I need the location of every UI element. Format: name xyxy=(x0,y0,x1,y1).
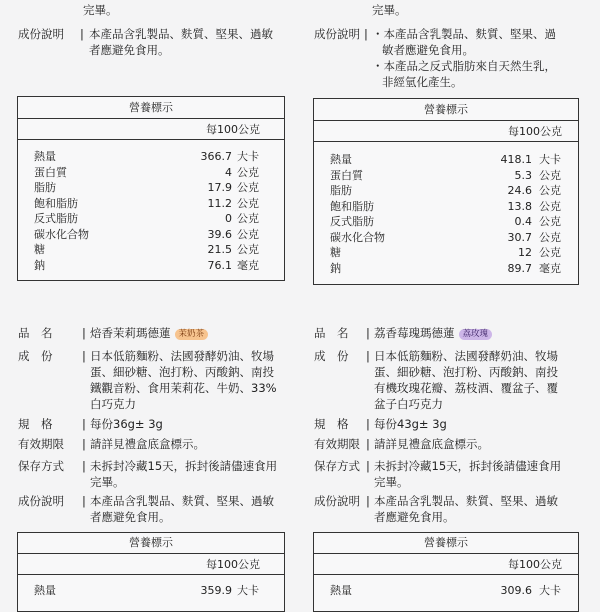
storage-line: 未拆封冷藏15天，拆封後請儘速食用 xyxy=(90,459,278,473)
nutrition-row xyxy=(314,214,578,229)
note-line: 本產品含乳製品、麩質、堅果、過敏 xyxy=(90,494,274,508)
ingredients-line: 白巧克力 xyxy=(90,397,136,411)
product-name: 焙香茉莉瑪德蓮 茉奶茶 xyxy=(90,325,208,341)
nutrient-unit: 公克 xyxy=(539,184,561,197)
storage-row xyxy=(18,458,298,492)
nutrient-name: 熱量 xyxy=(34,584,56,597)
nutrient-value: 89.7 xyxy=(507,261,532,275)
expiry-value: 請詳見禮盒底盒標示。 xyxy=(374,437,489,451)
nutrient-unit: 大卡 xyxy=(237,150,259,163)
nutrition-row xyxy=(314,583,578,598)
nutrition-row xyxy=(18,196,284,211)
divider: | xyxy=(82,459,86,473)
ingredients-line: 蛋、細砂糖、泡打粉、丙酸鈉、南投 xyxy=(90,365,274,379)
ingredients-label: 成 份 xyxy=(18,349,53,363)
expiry-value: 請詳見禮盒底盒標示。 xyxy=(90,437,205,451)
name-label: 品 名 xyxy=(314,326,349,340)
nutrient-unit: 公克 xyxy=(237,212,259,225)
nutrient-value: 17.9 xyxy=(207,181,232,194)
product-name: 荔香莓瑰瑪德蓮 荔玫瑰 xyxy=(374,325,492,341)
nutrition-row xyxy=(18,165,284,180)
note-label: 成份說明 xyxy=(18,494,64,508)
nutrient-value: 21.5 xyxy=(207,243,232,256)
ingredients-row xyxy=(314,348,600,414)
divider: | xyxy=(82,349,86,363)
ingredients-line: 蛋、細砂糖、泡打粉、丙酸鈉、南投 xyxy=(374,365,558,379)
nutrient-value: 418.1 xyxy=(500,153,532,166)
nutrient-name: 碳水化合物 xyxy=(330,230,385,244)
note-label: 成份說明 xyxy=(314,494,360,508)
nutrient-name: 飽和脂肪 xyxy=(34,196,78,210)
nutrient-unit: 毫克 xyxy=(539,261,561,275)
ingredients-line: 日本低筋麵粉、法國發酵奶油、牧場 xyxy=(90,349,274,363)
nutrient-value: 0.4 xyxy=(514,215,532,228)
ingredients-label: 成 份 xyxy=(314,349,349,363)
divider: | xyxy=(366,459,370,473)
nutrition-title: 營養標示 xyxy=(314,99,578,121)
product-name-row xyxy=(18,325,298,341)
nutrient-value: 4 xyxy=(225,165,232,179)
nutrition-row xyxy=(18,227,284,242)
divider: | xyxy=(82,326,86,340)
divider: | xyxy=(366,349,370,363)
ingredients-line: 日本低筋麵粉、法國發酵奶油、牧場 xyxy=(374,349,558,363)
nutrition-row xyxy=(18,583,284,598)
expiry-label: 有效期限 xyxy=(18,437,64,451)
nutrition-row xyxy=(314,230,578,245)
nutrition-row xyxy=(314,261,578,276)
spec-value: 每份36g± 3g xyxy=(90,417,163,431)
note-line: 本產品含乳製品、麩質、堅果、過敏 xyxy=(374,494,558,508)
nutrition-row xyxy=(314,199,578,214)
divider: | xyxy=(366,417,370,431)
expiry-row xyxy=(18,436,298,452)
nutrient-value: 0 xyxy=(225,212,232,225)
nutrition-row xyxy=(314,245,578,260)
note-line: 者應避免食用。 xyxy=(89,43,170,57)
nutrition-per: 每100公克 xyxy=(18,554,284,575)
storage-row xyxy=(314,458,600,492)
divider: | xyxy=(82,417,86,431)
nutrient-value: 30.7 xyxy=(507,230,532,244)
storage-line: 完畢。 xyxy=(90,475,125,489)
nutrition-table xyxy=(17,96,285,281)
note-line: 者應避免食用。 xyxy=(374,510,455,524)
divider: | xyxy=(80,27,84,41)
nutrient-name: 反式脂肪 xyxy=(34,212,78,225)
ingredients-row xyxy=(18,348,298,414)
note-line: ・本產品之反式脂肪來自天然生乳， xyxy=(372,59,556,73)
nutrient-value: 366.7 xyxy=(200,150,232,163)
nutrient-value: 76.1 xyxy=(207,258,232,272)
spec-value: 每份43g± 3g xyxy=(374,417,447,431)
nutrient-value: 359.9 xyxy=(200,584,232,597)
nutrient-name: 糖 xyxy=(330,246,341,259)
note-line: ・本產品含乳製品、麩質、堅果、過 xyxy=(372,27,556,41)
nutrient-unit: 公克 xyxy=(539,246,561,259)
nutrient-name: 反式脂肪 xyxy=(330,215,374,228)
nutrient-value: 39.6 xyxy=(207,227,232,241)
nutrient-name: 飽和脂肪 xyxy=(330,199,374,213)
nutrient-unit: 公克 xyxy=(539,215,561,228)
ingredients-line: 盆子白巧克力 xyxy=(374,397,443,411)
nutrition-table xyxy=(313,98,579,285)
nutrient-unit: 公克 xyxy=(237,243,259,256)
storage-label: 保存方式 xyxy=(18,459,64,473)
nutrition-row xyxy=(18,211,284,226)
nutrition-row xyxy=(18,258,284,273)
nutrition-row xyxy=(18,149,284,164)
note-line: 本產品含乳製品、麩質、堅果、過敏 xyxy=(89,27,273,41)
spec-label: 規 格 xyxy=(314,417,349,431)
note-line: 者應避免食用。 xyxy=(90,510,171,524)
top-left-note-row xyxy=(18,26,288,60)
nutrition-title: 營養標示 xyxy=(18,97,284,119)
flavor-badge: 荔玫瑰 xyxy=(459,329,493,340)
nutrient-unit: 公克 xyxy=(237,181,259,194)
nutrient-name: 鈉 xyxy=(330,261,341,275)
nutrient-value: 11.2 xyxy=(207,196,232,210)
nutrient-name: 脂肪 xyxy=(330,184,352,197)
nutrient-name: 糖 xyxy=(34,243,45,256)
top-left-storage-cont: 完畢。 xyxy=(83,3,118,17)
spec-label: 規 格 xyxy=(18,417,53,431)
nutrition-row xyxy=(314,168,578,183)
divider: | xyxy=(364,27,368,41)
nutrient-name: 蛋白質 xyxy=(34,165,67,179)
nutrition-per: 每100公克 xyxy=(18,119,284,140)
divider: | xyxy=(366,437,370,451)
nutrition-table xyxy=(313,532,579,612)
note-line: 非經氫化產生。 xyxy=(382,75,463,89)
divider: | xyxy=(366,326,370,340)
nutrient-name: 熱量 xyxy=(34,150,56,163)
nutrition-per: 每100公克 xyxy=(314,121,578,142)
nutrient-value: 13.8 xyxy=(507,199,532,213)
note-line: 敏者應避免食用。 xyxy=(382,43,474,57)
expiry-label: 有效期限 xyxy=(314,437,360,451)
ingredients-line: 有機玫瑰花瓣、荔枝酒、覆盆子、覆 xyxy=(374,381,558,395)
nutrition-row xyxy=(314,183,578,198)
divider: | xyxy=(366,494,370,508)
nutrient-unit: 公克 xyxy=(237,227,259,241)
nutrition-per: 每100公克 xyxy=(314,554,578,575)
note-row xyxy=(314,493,600,527)
divider: | xyxy=(82,494,86,508)
nutrient-name: 脂肪 xyxy=(34,181,56,194)
nutrient-unit: 大卡 xyxy=(237,584,259,597)
spec-row xyxy=(314,416,594,432)
nutrient-value: 12 xyxy=(518,246,532,259)
nutrition-row xyxy=(18,242,284,257)
note-row xyxy=(18,493,298,527)
nutrition-title: 營養標示 xyxy=(18,533,284,554)
storage-label: 保存方式 xyxy=(314,459,360,473)
expiry-row xyxy=(314,436,594,452)
storage-line: 完畢。 xyxy=(374,475,409,489)
nutrient-name: 蛋白質 xyxy=(330,168,363,182)
nutrient-name: 熱量 xyxy=(330,584,352,597)
nutrient-unit: 公克 xyxy=(539,168,561,182)
nutrition-table xyxy=(17,532,285,612)
nutrition-row xyxy=(18,180,284,195)
nutrient-name: 熱量 xyxy=(330,153,352,166)
top-right-storage-cont: 完畢。 xyxy=(372,3,407,17)
nutrition-row xyxy=(314,152,578,167)
nutrient-unit: 公克 xyxy=(237,196,259,210)
ingredients-line: 鐵觀音粉、食用茉莉花、牛奶、33% xyxy=(90,381,277,395)
product-name-row xyxy=(314,325,594,341)
name-label: 品 名 xyxy=(18,326,53,340)
flavor-badge: 茉奶茶 xyxy=(175,329,209,340)
nutrient-unit: 毫克 xyxy=(237,258,259,272)
nutrient-value: 5.3 xyxy=(514,168,532,182)
nutrition-title: 營養標示 xyxy=(314,533,578,554)
note-label: 成份說明 xyxy=(18,27,64,41)
spec-row xyxy=(18,416,298,432)
nutrient-unit: 公克 xyxy=(539,199,561,213)
nutrient-unit: 大卡 xyxy=(539,153,561,166)
nutrient-unit: 大卡 xyxy=(539,584,561,597)
nutrient-name: 鈉 xyxy=(34,258,45,272)
nutrient-name: 碳水化合物 xyxy=(34,227,89,241)
nutrient-value: 309.6 xyxy=(500,584,532,597)
storage-line: 未拆封冷藏15天，拆封後請儘速食用 xyxy=(374,459,562,473)
nutrient-unit: 公克 xyxy=(237,165,259,179)
top-right-note-row xyxy=(314,26,594,92)
divider: | xyxy=(82,437,86,451)
nutrient-value: 24.6 xyxy=(507,184,532,197)
note-label: 成份說明 xyxy=(314,27,360,41)
nutrient-unit: 公克 xyxy=(539,230,561,244)
